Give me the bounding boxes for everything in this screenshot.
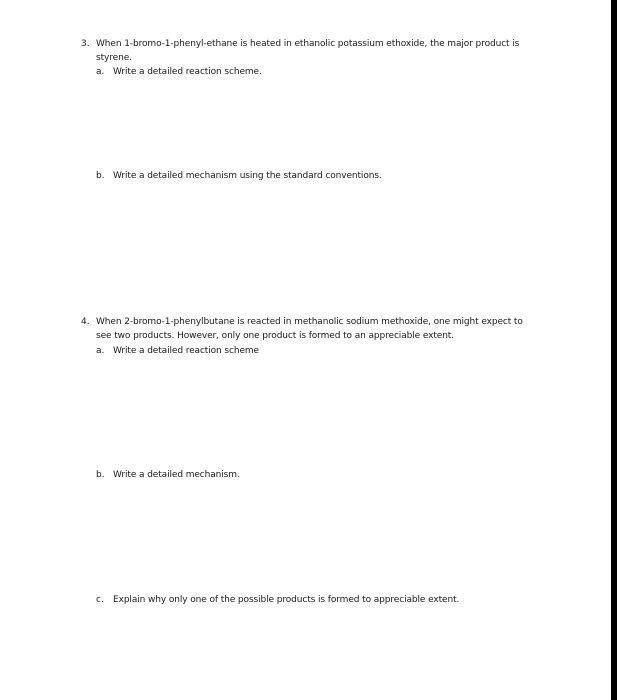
part-text: Write a detailed mechanism. [113, 470, 240, 480]
question-stem-line: When 1-bromo-1-phenyl-ethane is heated in ethanolic potassium ethoxide, the major product is [96, 39, 520, 49]
window-edge [611, 0, 617, 700]
part-label: c. [96, 595, 104, 605]
part-text: Write a detailed reaction scheme [113, 346, 259, 356]
part-text: Write a detailed mechanism using the standard conventions. [113, 171, 382, 181]
question-stem-line: see two products. However, only one product is formed to an appreciable extent. [96, 331, 454, 341]
part-text: Write a detailed reaction scheme. [113, 67, 262, 77]
question-stem-line: styrene. [96, 53, 132, 63]
question-number: 4. [81, 317, 90, 327]
part-label: b. [96, 470, 105, 480]
part-text: Explain why only one of the possible products is formed to appreciable extent. [113, 595, 460, 605]
question-stem-line: When 2-bromo-1-phenylbutane is reacted in methanolic sodium methoxide, one might expect to [96, 317, 523, 327]
part-label: a. [96, 67, 105, 77]
part-label: a. [96, 346, 105, 356]
question-number: 3. [81, 39, 90, 49]
part-label: b. [96, 171, 105, 181]
